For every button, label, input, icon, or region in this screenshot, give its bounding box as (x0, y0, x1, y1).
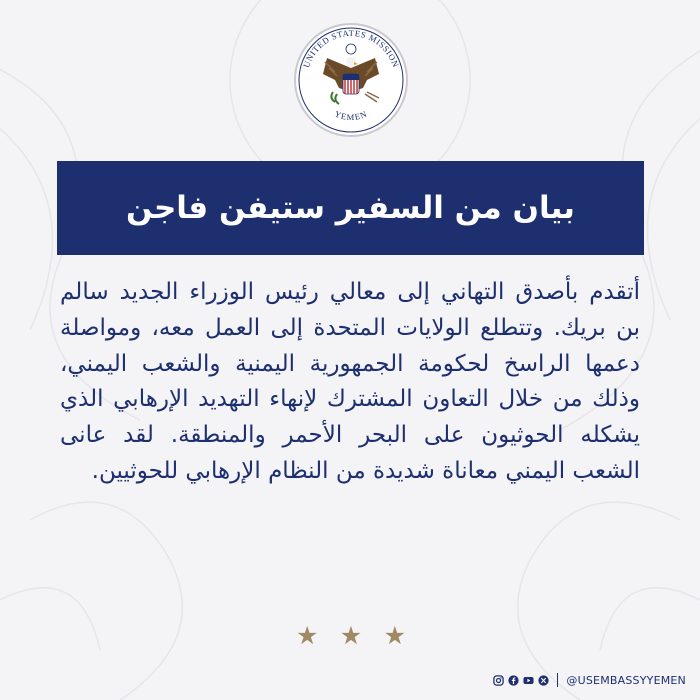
star-icon: ★ (383, 621, 406, 650)
seal-top-text: UNITED STATES MISSION (300, 27, 402, 69)
page-title: بيان من السفير ستيفن فاجن (126, 190, 575, 226)
star-icon: ★ (296, 621, 319, 650)
social-footer (493, 669, 686, 691)
social-handle[interactable]: @USEMBASSYYEMEN (566, 673, 686, 687)
title-banner (57, 161, 644, 255)
statement-text: أتقدم بأصدق التهاني إلى معالي رئيس الوزراء الجديد سالم بن بريك. وتتطلع الولايات المتحدة إلى العمل معه، ومواصلة دعمها الراسخ لحكومة الجمهورية اليمنية والشعب اليمني، وذلك من خلال التعاون المشترك لإنهاء التهديد الإرهابي الذي يشكله الحوثيون على البحر الأحمر والمنطقة. لقد عانى الشعب اليمني معاناة شديدة من النظام الإرهابي للحوثيين. (60, 279, 640, 484)
seal-bottom-text: YEMEN (333, 108, 369, 122)
x-icon[interactable] (538, 675, 549, 686)
footer-divider (557, 673, 558, 687)
facebook-icon[interactable] (508, 675, 519, 686)
youtube-icon[interactable] (523, 675, 534, 686)
instagram-icon[interactable] (493, 675, 504, 686)
star-divider (296, 622, 406, 650)
us-mission-seal (293, 22, 409, 138)
star-icon: ★ (339, 621, 363, 650)
